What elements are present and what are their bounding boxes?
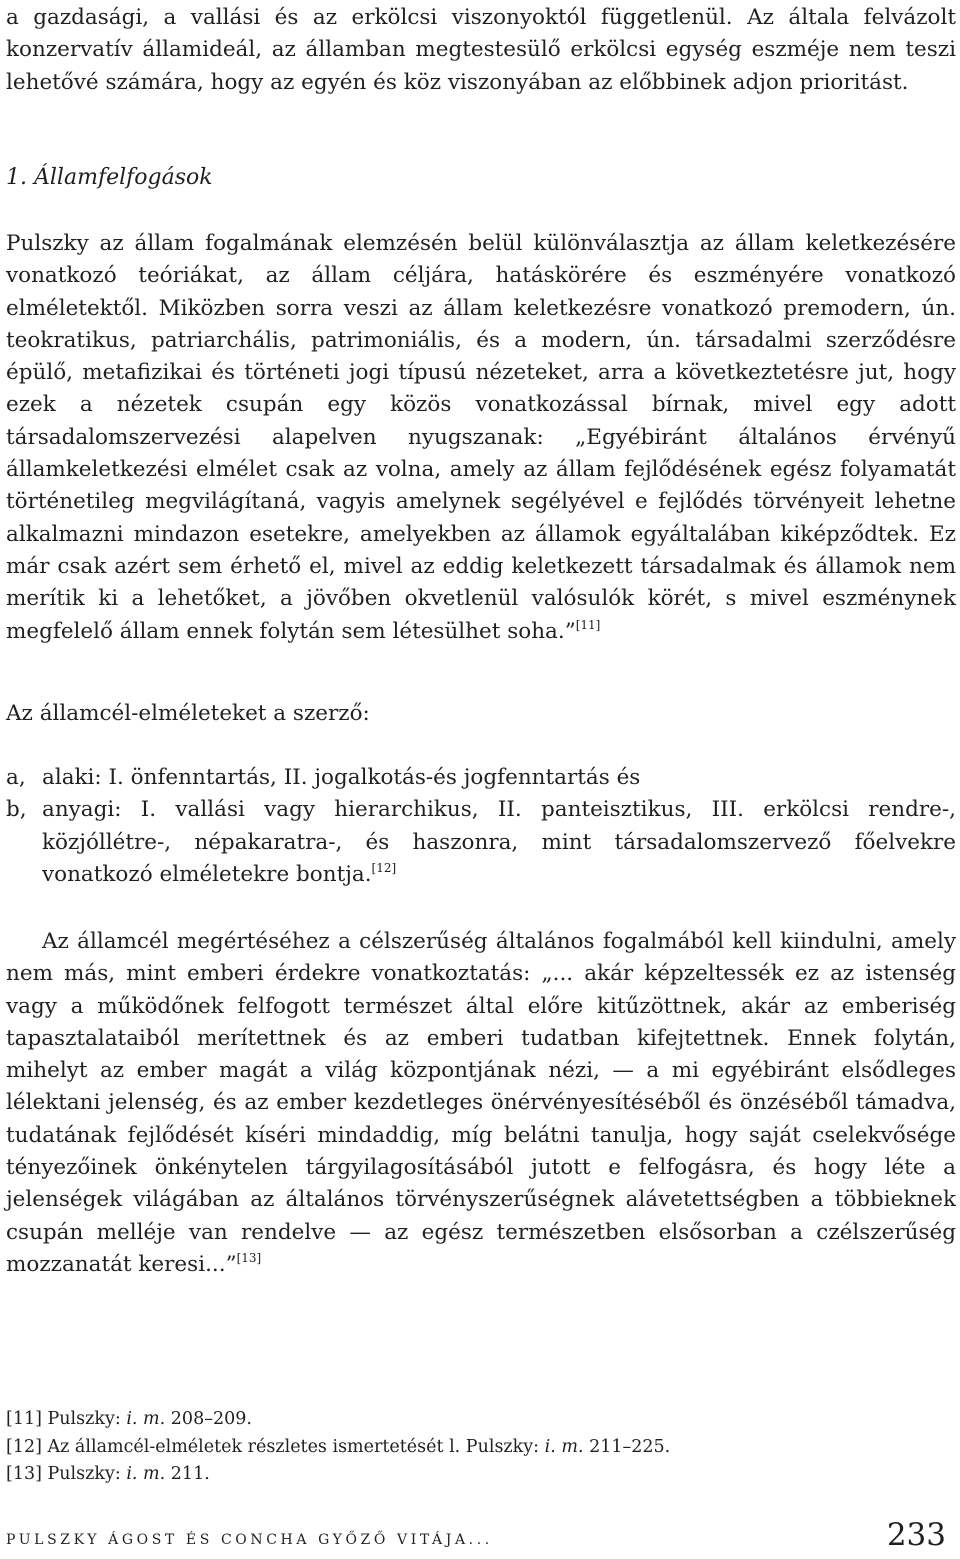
footnote-11: [11] Pulszky: i. m. 208–209.: [6, 1409, 252, 1429]
section-number: 1.: [6, 165, 27, 190]
paragraph-state-purpose-text: Az államcél megértéséhez a célszerűség általános fogalmából kell kiindulni, amely nem más, mint emberi érdekre vonatkoztatás: „... akár képzeltessék ez az istenség vagy a működőnek felfogott természet által előre kitűzöttnek, akár az emberiség tapasztalataiból merítettnek és az emberi tudatban kifejtettnek. Ennek folytán, mihelyt az ember magát a világ központjának nézi, — a mi egyébiránt elsődleges lélektani jelenség, és az ember kezdetleges önérvényesítéséből és önzéséből támadva, tudatának fejlődését kíséri mindaddig, míg belátni tanulja, hogy saját cselekvősége tényezőinek önkénytelen tárgyilagosításából jutott e felfogásra, és hogy léte a jelenségek világában az általános törvényszerűségnek alávetettségben a többieknek csupán melléje van rendelve — az egész természetben elsősorban a czélszerűség mozzanatát keresi...”: [6, 929, 956, 1277]
paragraph-state-origins-text: Pulszky az állam fogalmának elemzésén belül különválasztja az állam keletkezésére vonatkozó teóriákat, az állam céljára, hatáskörére és eszményére vonatkozó elméletektől. Miközben sorra veszi az állam keletkezésre vonatkozó premodern, ún. teokratikus, patriarchális, patrimoniális, és a modern, ún. társadalmi szerződésre épülő, metafizikai és történeti jogi típusú nézeteket, arra a következtetésre jut, hogy ezek a nézetek csupán egy közös vonatkozással bírnak, mivel egy adott társadalomszervezési alapelven nyugszanak: „Egyébiránt általános érvényű államkeletkezési elmélet csak az volna, amely az állam fejlődésének egész folyamatát történetileg megvilágítaná, vagyis amelynek segélyével e fejlődés törvényeit lehetne alkalmazni mindazon esetekre, amelyekben az államok egyáltalában kiképződtek. Ez már csak azért sem érhető el, mivel az eddig keletkezett társadalmak és államok nem merítik ki a lehetőket, a jövőben okvetlenül valósulók körét, s mivel eszménynek megfelelő állam ennek folytán sem létesülhet soha.”: [6, 231, 956, 644]
footnotes: [6, 1406, 956, 1489]
list-item-b: [6, 794, 956, 891]
list-item-a: [6, 762, 956, 794]
section-title: Államfelfogások: [34, 165, 213, 190]
footnote-ref-11[interactable]: [11]: [575, 617, 601, 632]
paragraph-state-origins: [6, 228, 956, 648]
list-item-a-text: alaki: I. önfenntartás, II. jogalkotás-és jogfenntartás és: [42, 765, 641, 790]
list-item-b-text: anyagi: I. vallási vagy hierarchikus, II. panteisztikus, III. erkölcsi rendre-, közjóllétre-, népakaratra-, és haszonra, mint társadalomszervező főelvekre vonatkozó elméletekre bontja.: [42, 797, 956, 887]
running-footer-title: PULSZKY ÁGOST ÉS CONCHA GYŐZŐ VITÁJA...: [6, 1532, 493, 1548]
list-marker-b: b,: [6, 797, 27, 823]
footnote-12: [12] Az államcél-elméletek részletes ismertetését l. Pulszky: i. m. 211–225.: [6, 1436, 671, 1457]
section-heading: [6, 162, 956, 194]
list-lead-in: Az államcél-elméleteket a szerző:: [6, 701, 370, 726]
state-purpose-list: [6, 762, 956, 891]
page-number: 233: [886, 1517, 946, 1553]
footnote-13: [13] Pulszky: i. m. 211.: [6, 1464, 210, 1484]
intro-paragraph: a gazdasági, a vallási és az erkölcsi viszonyoktól függetlenül. Az általa felvázolt konzervatív államideál, az államban megtestesülő erkölcsi egység eszméje nem teszi lehetővé számára, hogy az egyén és köz viszonyában az előbbinek adjon prioritást.: [6, 5, 956, 95]
paragraph-state-purpose: [6, 926, 956, 1281]
footnote-ref-12[interactable]: [12]: [371, 860, 397, 875]
list-marker-a: a,: [6, 765, 26, 790]
footnote-ref-13[interactable]: [13]: [236, 1250, 262, 1265]
